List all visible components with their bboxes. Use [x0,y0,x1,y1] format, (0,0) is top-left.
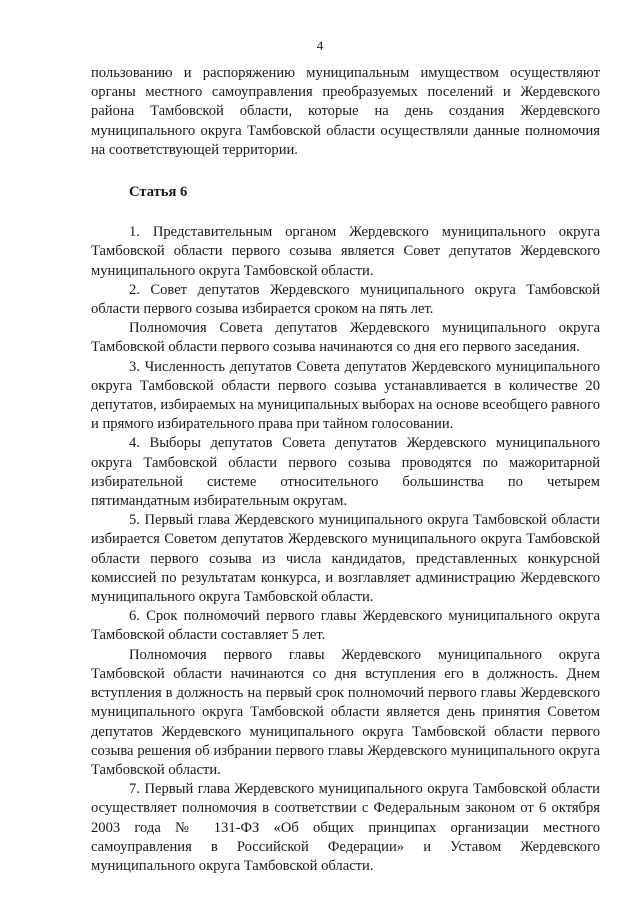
article-paragraph-4: 4. Выборы депутатов Совета депутатов Жердевского муниципального округа Тамбовской области первого созыва проводятся по мажоритарной избирательной системе относительного большинства по четырем пятимандатным избирательным округам. [91,435,600,510]
article-paragraph-6-cont: Полномочия первого главы Жердевского муниципального округа Тамбовской области начинаются со дня вступления его в должность. Днем вступления в должность на первый срок полномочий первого главы Жердевского муниципального округа Тамбовской области является день принятия Советом депутатов Жердевского муниципального округа Тамбовской области первого созыва решения об избрании первого главы Жердевского муниципального округа Тамбовской области. [91,646,600,778]
article-paragraph-1: 1. Представительным органом Жердевского муниципального округа Тамбовской области первого созыва является Совет депутатов Жердевского муниципального округа Тамбовской области. [91,224,600,279]
article-paragraph-5: 5. Первый глава Жердевского муниципального округа Тамбовской области избирается Советом депутатов Жердевского муниципального округа Тамбовской области первого созыва из числа кандидатов, представленных конкурсной комиссией по результатам конкурса, и возглавляет администрацию Жердевского муниципального округа Тамбовской области. [91,512,600,606]
article-paragraph-7: 7. Первый глава Жердевского муниципального округа Тамбовской области осуществляет полномочия в соответствии с Федеральным законом от 6 октября 2003 года № 131-ФЗ «Об общих принципах организации местного самоуправления в Российской Федерации» и Уставом Жердевского муниципального округа Тамбовской области. [91,781,600,874]
article-heading: Статья 6 [129,184,188,201]
document-body [91,64,600,876]
article-paragraph-2-cont: Полномочия Совета депутатов Жердевского муниципального округа Тамбовской области первого созыва начинаются со дня его первого заседания. [91,320,600,356]
article-paragraph-6: 6. Срок полномочий первого главы Жердевского муниципального округа Тамбовской области составляет 5 лет. [91,608,600,644]
page-number: 4 [316,38,324,53]
article-paragraph-2: 2. Совет депутатов Жердевского муниципального округа Тамбовской области первого созыва избирается сроком на пять лет. [91,281,600,318]
intro-paragraph: пользованию и распоряжению муниципальным имуществом осуществляют органы местного самоуправления преобразуемых поселений и Жердевского района Тамбовской области, которые на день создания Жердевского муниципального округа Тамбовской области осуществляли данные полномочия на соответствующей территории. [91,65,600,158]
article-paragraph-3: 3. Численность депутатов Совета депутатов Жердевского муниципального округа Тамбовской области первого созыва устанавливается в количестве 20 депутатов, избираемых на муниципальных выборах на основе всеобщего равного и прямого избирательного права при тайном голосовании. [91,358,600,433]
